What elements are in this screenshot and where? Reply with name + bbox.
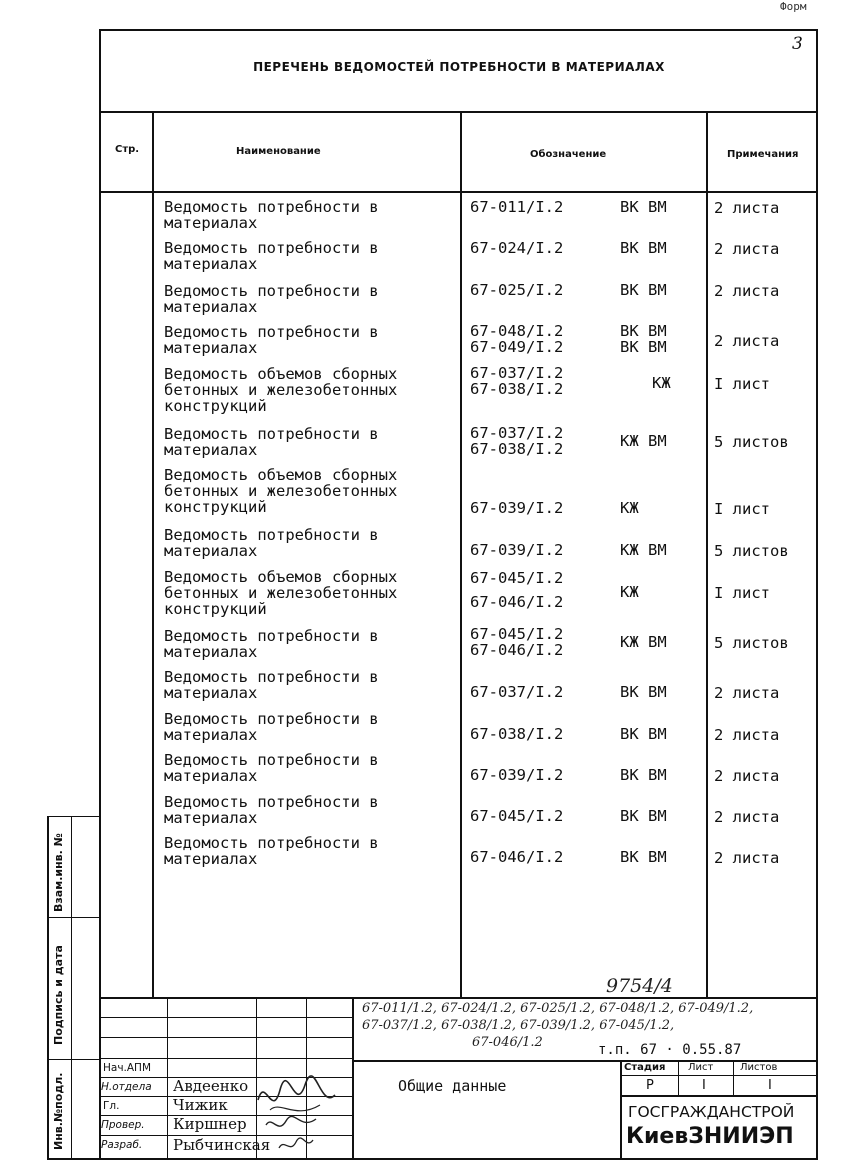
row-name: Ведомость объемов сборных бетонных и железобетонных конструкций: [164, 365, 398, 415]
row-mark: КЖ: [620, 499, 639, 517]
row-note: I лист: [714, 584, 770, 602]
person-name: Рыбчинская: [173, 1136, 271, 1154]
row-mark: КЖ ВМ: [620, 432, 667, 450]
row-note: 5 листов: [714, 542, 789, 560]
stamp-top-line: [99, 997, 818, 999]
row-mark: КЖ ВМ: [620, 541, 667, 559]
row-note: I лист: [714, 500, 770, 518]
stamp-h1: [99, 1017, 353, 1018]
handwritten-number: 9754/4: [606, 975, 673, 997]
col-sep-1: [152, 111, 154, 999]
row-note: 2 листа: [714, 808, 780, 826]
row-name: Ведомость объемов сборных бетонных и железобетонных конструкций: [164, 466, 398, 516]
row-name: Ведомость потребности в материалах: [164, 834, 379, 868]
row-mark: ВК ВМ: [620, 239, 667, 257]
side-label-inv: Инв.№подл.: [52, 1072, 65, 1150]
row-name: Ведомость потребности в материалах: [164, 198, 379, 232]
row-note: 5 листов: [714, 433, 789, 451]
frame-top: [99, 29, 818, 31]
row-code: 67-011/I.2: [470, 198, 564, 216]
side-strip-mid: [71, 816, 72, 1160]
row-mark: КЖ: [652, 374, 671, 392]
col-sep-2: [460, 111, 462, 999]
side-strip-h2: [47, 1059, 100, 1060]
org-name-line2: КиевЗНИИЭП: [626, 1124, 794, 1149]
row-mark: ВК ВМ: [620, 766, 667, 784]
row-name: Ведомость потребности в материалах: [164, 282, 379, 316]
sheets-label: Листов: [740, 1062, 778, 1073]
row-mark: ВК ВМ: [620, 281, 667, 299]
row-note: 2 листа: [714, 199, 780, 217]
stage-value: Р: [646, 1078, 654, 1093]
col-sep-3: [706, 111, 708, 999]
stamp-h2: [99, 1037, 353, 1038]
title-underline: [99, 111, 818, 113]
col-header-page: Стр.: [115, 144, 140, 155]
role-label: Нач.АПМ: [103, 1062, 152, 1074]
org-name-line1: ГОСГРАЖДАНСТРОЙ: [628, 1103, 795, 1121]
row-name: Ведомость потребности в материалах: [164, 425, 379, 459]
stamp-stage-h2: [620, 1095, 817, 1097]
sheet-label: Лист: [688, 1062, 714, 1073]
stamp-stage-h1: [620, 1075, 817, 1076]
row-note: 2 листа: [714, 282, 780, 300]
row-code: 67-039/I.2: [470, 766, 564, 784]
sheet-title: Общие данные: [398, 1077, 507, 1095]
side-label-swap: Взам.инв. №: [52, 833, 65, 912]
row-name: Ведомость потребности в материалах: [164, 668, 379, 702]
col-header-name: Наименование: [236, 146, 321, 157]
row-mark: ВК ВМ: [620, 683, 667, 701]
row-code: 67-037/I.2 67-038/I.2: [470, 424, 564, 458]
sheet-value: I: [702, 1078, 706, 1093]
row-code: 67-024/I.2: [470, 239, 564, 257]
side-strip-left: [47, 816, 49, 1160]
row-code: 67-045/I.2: [470, 807, 564, 825]
role-label: Н.отдела: [101, 1081, 152, 1093]
row-mark: ВК ВМ: [620, 848, 667, 866]
signature-mark: [276, 1134, 316, 1156]
role-label: Гл.: [103, 1100, 120, 1112]
doc-code: т.п. 67 · 0.55.87: [598, 1042, 742, 1058]
frame-right: [816, 29, 818, 1160]
stamp-stage-v2: [733, 1060, 734, 1096]
row-mark: КЖ ВМ: [620, 633, 667, 651]
stamp-handwritten-codes: 67-011/1.2, 67-024/1.2, 67-025/1.2, 67-048/1.2, 67-049/1.2, 67-037/1.2, 67-038/1.2, 67-039/1.2, 67-045/1.2, 67-046/1.2: [362, 1001, 754, 1050]
role-label: Разраб.: [101, 1139, 143, 1151]
stage-label: Стадия: [624, 1062, 666, 1073]
row-name: Ведомость объемов сборных бетонных и железобетонных конструкций: [164, 568, 398, 618]
row-note: 2 листа: [714, 849, 780, 867]
row-name: Ведомость потребности в материалах: [164, 751, 379, 785]
side-strip-h1: [47, 917, 100, 918]
row-code: 67-048/I.2 67-049/I.2: [470, 322, 564, 356]
header-underline: [99, 191, 818, 193]
row-note: 2 листа: [714, 726, 780, 744]
side-strip-top: [47, 816, 100, 817]
row-code: 67-039/I.2: [470, 499, 564, 517]
row-note: I лист: [714, 375, 770, 393]
stamp-h3: [99, 1058, 353, 1059]
row-code: 67-025/I.2: [470, 281, 564, 299]
row-code: 67-038/I.2: [470, 725, 564, 743]
row-note: 2 листа: [714, 767, 780, 785]
person-name: Авдеенко: [173, 1077, 249, 1095]
row-mark: ВК ВМ ВК ВМ: [620, 322, 667, 356]
frame-bottom: [99, 1158, 818, 1160]
side-label-sign-date: Подпись и дата: [52, 945, 65, 1045]
row-name: Ведомость потребности в материалах: [164, 239, 379, 273]
col-header-notes: Примечания: [727, 149, 799, 160]
row-code: 67-045/I.2 67-046/I.2: [470, 569, 564, 611]
row-mark: КЖ: [620, 583, 639, 601]
row-note: 5 листов: [714, 634, 789, 652]
person-name: Чижик: [173, 1096, 228, 1114]
form-mark: Форм: [780, 0, 807, 13]
row-note: 2 листа: [714, 240, 780, 258]
sheets-value: I: [768, 1078, 772, 1093]
row-code: 67-045/I.2 67-046/I.2: [470, 625, 564, 659]
row-note: 2 листа: [714, 332, 780, 350]
row-code: 67-039/I.2: [470, 541, 564, 559]
row-name: Ведомость потребности в материалах: [164, 793, 379, 827]
row-mark: ВК ВМ: [620, 725, 667, 743]
row-name: Ведомость потребности в материалах: [164, 323, 379, 357]
row-note: 2 листа: [714, 684, 780, 702]
role-label: Провер.: [101, 1119, 145, 1131]
row-code: 67-037/I.2 67-038/I.2: [470, 364, 564, 398]
stamp-stage-v1: [678, 1060, 679, 1096]
row-mark: ВК ВМ: [620, 198, 667, 216]
row-name: Ведомость потребности в материалах: [164, 710, 379, 744]
col-header-designation: Обозначение: [530, 149, 607, 160]
side-strip-bottom: [47, 1158, 100, 1160]
person-name: Киршнер: [173, 1115, 247, 1133]
row-code: 67-046/I.2: [470, 848, 564, 866]
row-mark: ВК ВМ: [620, 807, 667, 825]
page-title: ПЕРЕЧЕНЬ ВЕДОМОСТЕЙ ПОТРЕБНОСТИ В МАТЕРИАЛАХ: [253, 60, 665, 74]
frame-left: [99, 29, 101, 1160]
row-name: Ведомость потребности в материалах: [164, 627, 379, 661]
row-name: Ведомость потребности в материалах: [164, 526, 379, 560]
page-number: 3: [792, 34, 803, 54]
row-code: 67-037/I.2: [470, 683, 564, 701]
